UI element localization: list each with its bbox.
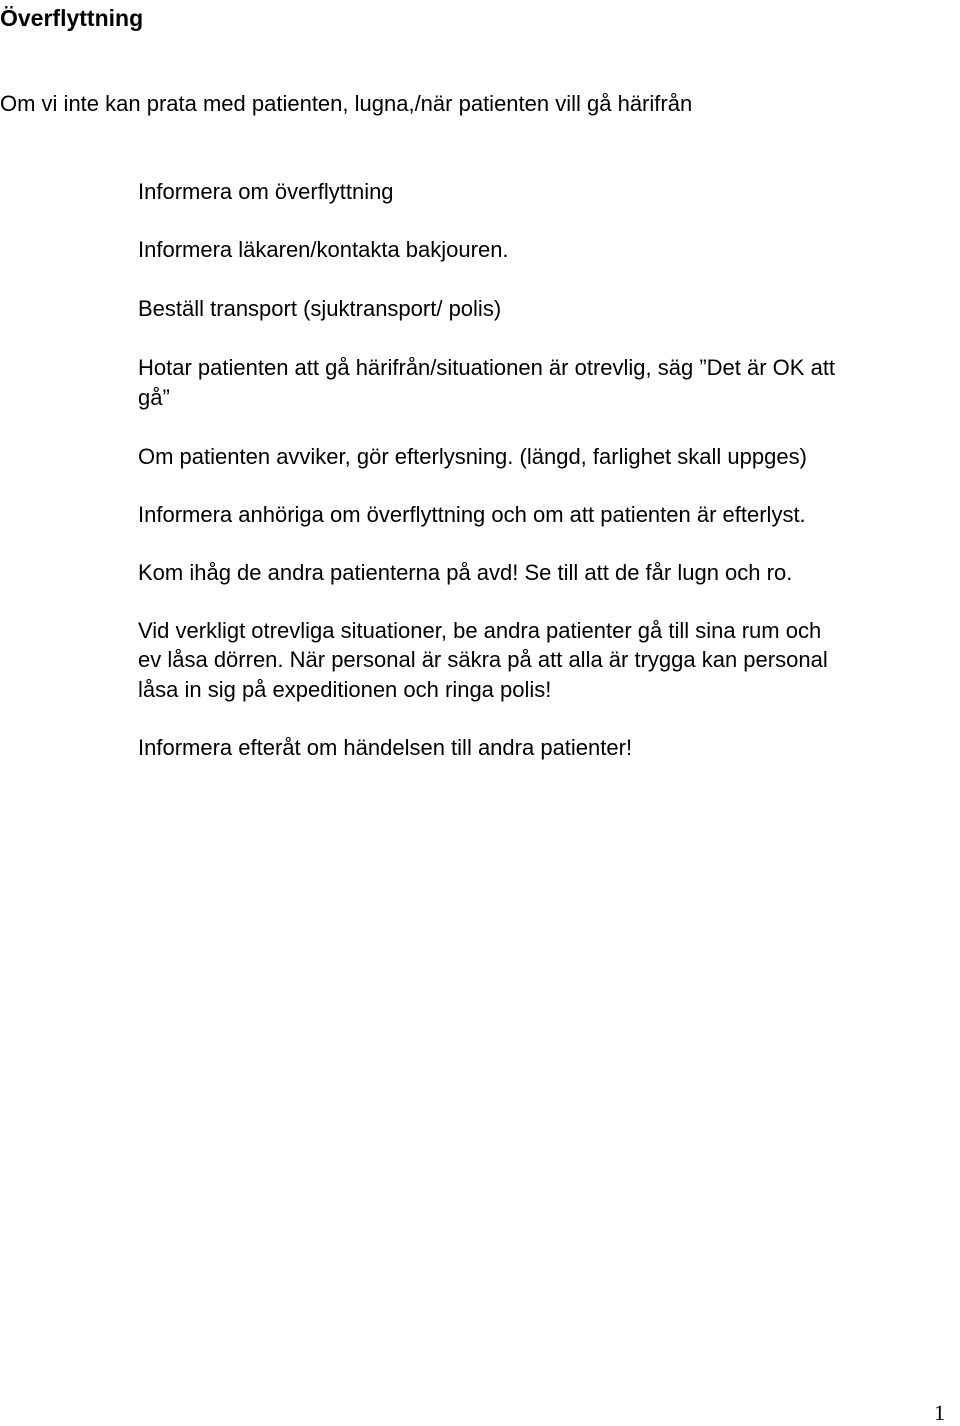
instruction-threat-line-2: gå”	[138, 385, 170, 410]
instruction-inform-afterwards: Informera efteråt om händelsen till andra patienter!	[138, 735, 633, 760]
intro-text: Om vi inte kan prata med patienten, lugna,/när patienten vill gå härifrån	[0, 91, 693, 116]
page-number: 1	[934, 1400, 945, 1425]
instruction-threat-line-1: Hotar patienten att gå härifrån/situationen är otrevlig, säg ”Det är OK att	[138, 355, 836, 380]
instruction-inform-doctor: Informera läkaren/kontakta bakjouren.	[138, 237, 509, 262]
instruction-unpleasant-line-3: låsa in sig på expeditionen och ringa polis!	[138, 677, 552, 702]
instruction-missing-report: Om patienten avviker, gör efterlysning. (längd, farlighet skall uppges)	[138, 444, 807, 469]
instruction-other-patients: Kom ihåg de andra patienterna på avd! Se till att de får lugn och ro.	[138, 560, 793, 585]
instruction-unpleasant-line-2: ev låsa dörren. När personal är säkra på att alla är trygga kan personal	[138, 647, 828, 672]
page-title: Överflyttning	[0, 5, 144, 31]
instruction-order-transport: Beställ transport (sjuktransport/ polis)	[138, 296, 502, 321]
instruction-inform-transfer: Informera om överflyttning	[138, 179, 394, 204]
instruction-unpleasant-line-1: Vid verkligt otrevliga situationer, be andra patienter gå till sina rum och	[138, 618, 822, 643]
instruction-inform-relatives: Informera anhöriga om överflyttning och om att patienten är efterlyst.	[138, 502, 806, 527]
